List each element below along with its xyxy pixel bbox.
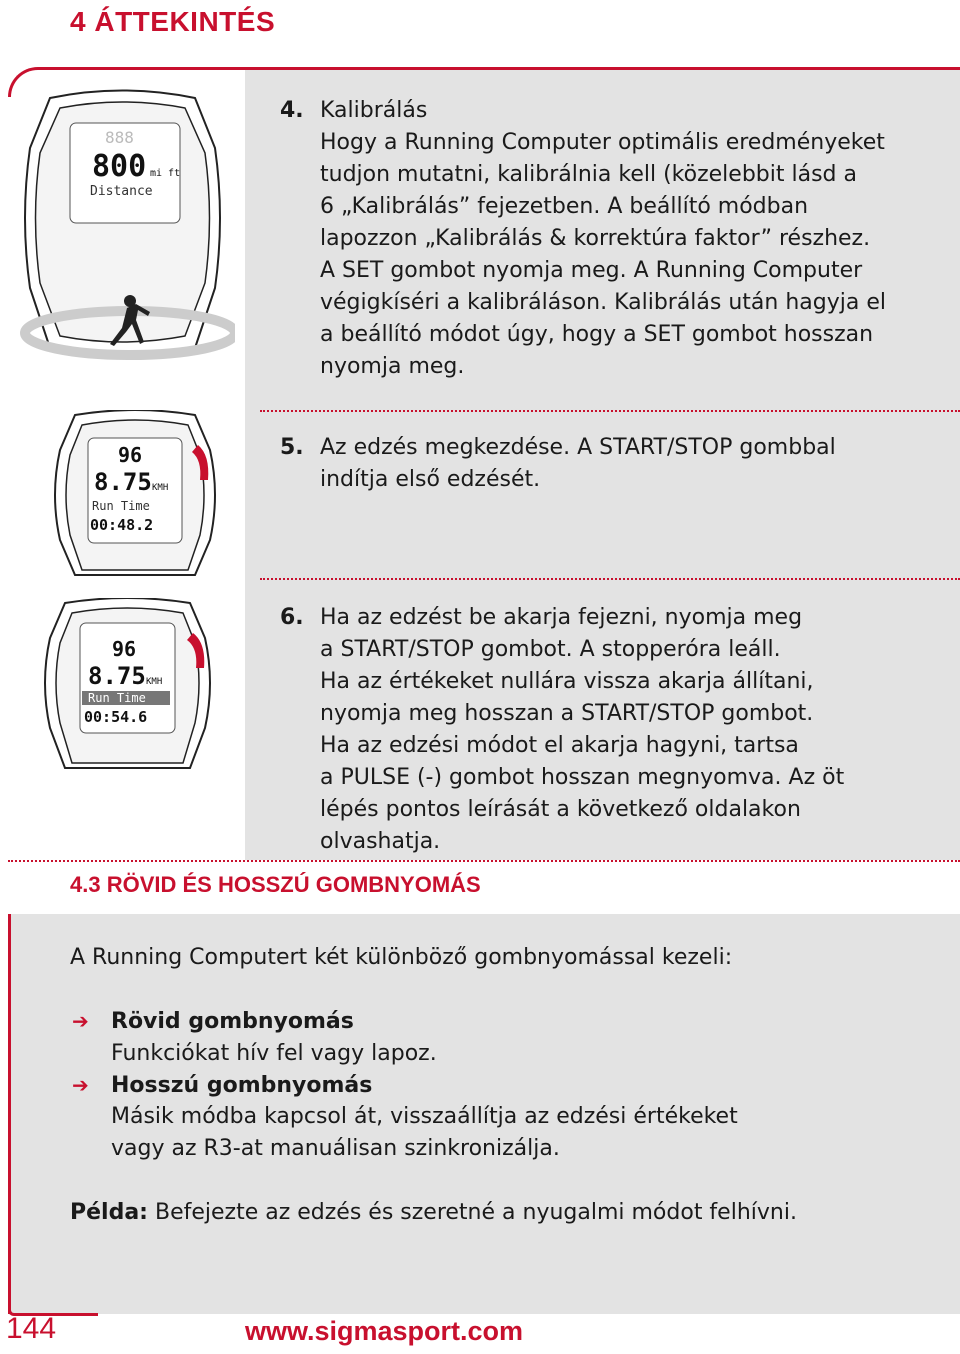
step-line: a beállító módot úgy, hogy a SET gombot hosszan <box>320 322 874 347</box>
watch1-line2: 800 <box>92 149 147 184</box>
step-line: tudjon mutatni, kalibrálnia kell (közelebbit lásd a <box>320 162 857 187</box>
watch3-unit: KMH <box>146 677 163 687</box>
step-line: indítja első edzését. <box>320 467 541 492</box>
divider <box>260 578 960 580</box>
step-line: Ha az értékeket nullára vissza akarja állítani, <box>320 669 814 694</box>
long-press-desc: vagy az R3-at manuálisan szinkronizálja. <box>111 1136 560 1161</box>
step-number: 6. <box>280 605 304 630</box>
step-number: 4. <box>280 98 304 123</box>
step-line: Hogy a Running Computer optimális eredményeket <box>320 130 885 155</box>
step-text <box>320 602 920 858</box>
example-text <box>70 1197 797 1229</box>
step-line: nyomja meg hosszan a START/STOP gombot. <box>320 701 814 726</box>
example-body: Befejezte az edzés és szeretné a nyugalmi módot felhívni. <box>147 1200 797 1225</box>
step-line: A SET gombot nyomja meg. A Running Computer <box>320 258 863 283</box>
step-line: olvashatja. <box>320 829 441 854</box>
long-press-term: Hosszú gombnyomás <box>111 1073 373 1098</box>
watch1-unit: mi ft <box>150 168 181 179</box>
step-number: 5. <box>280 435 304 460</box>
subsection-title: 4.3 RÖVID ÉS HOSSZÚ GOMBNYOMÁS <box>70 872 481 897</box>
watch3-line3: Run Time <box>88 691 146 705</box>
step-text <box>320 432 920 496</box>
watch-start-illustration <box>40 410 230 580</box>
watch2-line4: 00:48.2 <box>90 516 154 534</box>
example-label: Példa: <box>70 1200 148 1225</box>
step-line: lapozzon „Kalibrálás & korrektúra faktor” részhez. <box>320 226 871 251</box>
arrow-right-icon: ➔ <box>72 1073 89 1097</box>
step-line: végigkíséri a kalibráláson. Kalibrálás után hagyja el <box>320 290 886 315</box>
watch2-line2: 8.75 <box>94 468 152 496</box>
step-line: a PULSE (-) gombot hosszan megnyomva. Az öt <box>320 765 845 790</box>
footer-url[interactable]: www.sigmasport.com <box>245 1316 524 1346</box>
step-line: lépés pontos leírását a következő oldalakon <box>320 797 801 822</box>
short-press-desc: Funkciókat hív fel vagy lapoz. <box>111 1041 437 1066</box>
divider <box>260 410 960 412</box>
watch3-line2: 8.75 <box>88 662 146 690</box>
watch3-line4: 00:54.6 <box>84 708 148 726</box>
step-text <box>320 95 920 383</box>
arrow-right-icon: ➔ <box>72 1009 89 1033</box>
short-press-term: Rövid gombnyomás <box>111 1009 354 1034</box>
intro-text: A Running Computert két különböző gombnyomással kezeli: <box>70 945 733 970</box>
watch1-line1: 888 <box>105 128 134 147</box>
watch3-line1: 96 <box>112 637 137 661</box>
watch-calibration-illustration <box>10 88 235 378</box>
page-number: 144 <box>6 1312 57 1345</box>
step-line: a START/STOP gombot. A stopperóra leáll. <box>320 637 781 662</box>
watch2-unit: KMH <box>152 483 169 493</box>
long-press-desc: Másik módba kapcsol át, visszaállítja az edzési értékeket <box>111 1104 738 1129</box>
watch-stop-illustration <box>30 598 225 776</box>
watch1-line3: Distance <box>90 184 153 199</box>
step-line: nyomja meg. <box>320 354 465 379</box>
watch2-line3: Run Time <box>92 499 150 513</box>
watch2-line1: 96 <box>118 443 143 467</box>
page-title: 4 ÁTTEKINTÉS <box>70 6 276 37</box>
step-line: Ha az edzést be akarja fejezni, nyomja meg <box>320 605 803 630</box>
step-line: Az edzés megkezdése. A START/STOP gombbal <box>320 435 836 460</box>
step-line: Kalibrálás <box>320 98 428 123</box>
step-line: 6 „Kalibrálás” fejezetben. A beállító módban <box>320 194 809 219</box>
step-line: Ha az edzési módot el akarja hagyni, tartsa <box>320 733 799 758</box>
divider <box>8 860 960 862</box>
